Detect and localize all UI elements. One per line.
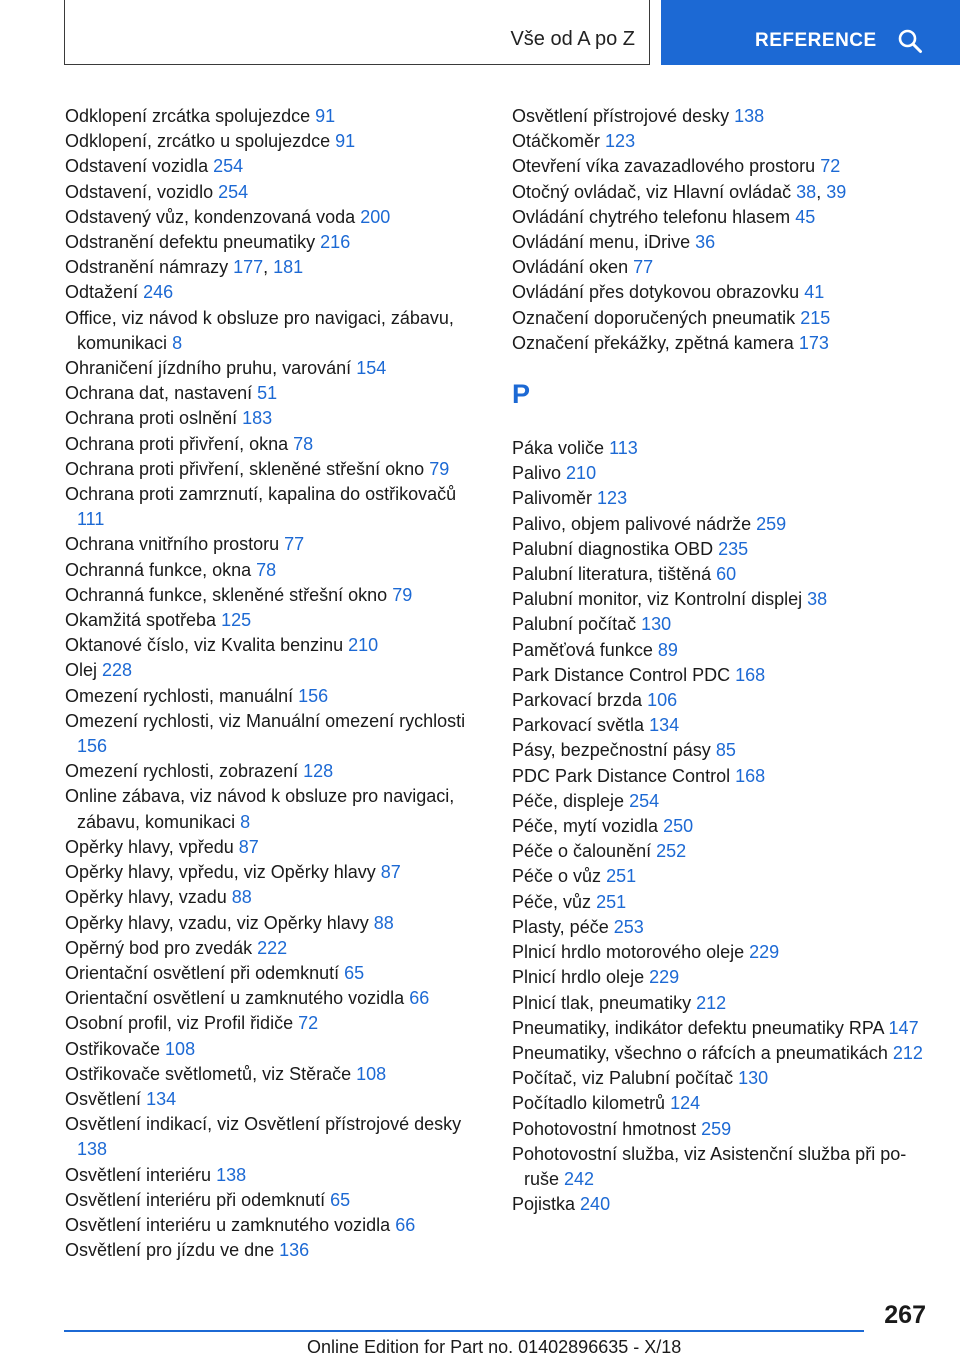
index-entry-text: PDC Park Distance Control: [512, 765, 731, 786]
reference-label: REFERENCE: [755, 30, 877, 51]
page-link[interactable]: 156: [298, 685, 329, 706]
index-entry: [65, 1062, 475, 1087]
index-entry-text: Odklopení, zrcátko u spolujezdce: [65, 131, 331, 152]
page-link[interactable]: 88: [373, 912, 394, 933]
index-entry-text: Palubní literatura, tištěná: [512, 564, 712, 585]
page-link[interactable]: 8: [240, 811, 251, 832]
page-link[interactable]: 183: [242, 408, 273, 429]
index-entry-text: Park Distance Control PDC: [512, 664, 731, 685]
index-entry-text: Označení překážky, zpětná kamera: [512, 332, 794, 353]
index-entry-text: Pohotovostní hmotnost: [512, 1118, 697, 1139]
index-entry: [512, 839, 932, 864]
page-link[interactable]: 113: [609, 438, 638, 459]
index-entry-text: Počítač, viz Palubní počítač: [512, 1068, 734, 1089]
page-link[interactable]: 51: [257, 383, 278, 404]
index-entry-text: Počítadlo kilometrů: [512, 1093, 666, 1114]
page-link[interactable]: 88: [231, 887, 252, 908]
index-entry-text: Omezení rychlosti, viz Manuální omezení rychlosti: [65, 710, 466, 731]
index-entry-text: Okamžitá spotřeba: [65, 610, 217, 631]
page-link[interactable]: 130: [641, 614, 672, 635]
page-link[interactable]: 242: [564, 1168, 595, 1189]
page-link[interactable]: 212: [892, 1042, 923, 1063]
page-link[interactable]: 156: [77, 736, 108, 757]
index-entry-text: Odtažení: [65, 282, 139, 303]
index-entry: Odstranění námrazy 177, 181: [65, 257, 304, 278]
index-entry: [512, 1117, 932, 1142]
index-entry-text: Omezení rychlosti, zobrazení: [65, 761, 299, 782]
page-link[interactable]: 216: [320, 232, 351, 253]
index-entry-text: Omezení rychlosti, manuální: [65, 685, 294, 706]
index-entry-text: Otočný ovládač, viz Hlavní ovládač: [512, 181, 792, 202]
page-link[interactable]: 125: [221, 610, 252, 631]
index-entry: [512, 436, 932, 461]
index-entry: [65, 230, 475, 255]
index-column-right: [512, 104, 932, 1217]
index-entry: [512, 814, 932, 839]
page-link[interactable]: 66: [409, 988, 430, 1009]
index-entry-text: Parkovací brzda: [512, 690, 643, 711]
index-entry-text: Označení doporučených pneumatik: [512, 307, 796, 328]
index-entry: [512, 587, 932, 612]
index-entry-text: Online zábava, viz návod k obsluze pro navigaci, zábavu, komunikaci: [65, 786, 455, 832]
index-entry-text: Palubní monitor, viz Kontrolní displej: [512, 589, 803, 610]
index-entry-text: Ostřikovače: [65, 1038, 161, 1059]
page-link[interactable]: 79: [392, 584, 413, 605]
index-entry-text: Otevření víka zavazadlového prostoru: [512, 156, 816, 177]
index-entry: [65, 1112, 475, 1162]
index-entry: [512, 280, 932, 305]
index-entry: [512, 104, 932, 129]
index-entry-text: Plnicí hrdlo oleje: [512, 967, 645, 988]
index-entry: [512, 789, 932, 814]
page-link[interactable]: 254: [629, 790, 660, 811]
index-entry: [512, 612, 932, 637]
page-link[interactable]: 89: [657, 639, 678, 660]
index-entry-text: Péče, vůz: [512, 891, 592, 912]
search-icon[interactable]: [897, 28, 923, 54]
page-link[interactable]: 38: [807, 589, 828, 610]
page-link[interactable]: 228: [102, 660, 133, 681]
index-entry-text: Pohotovostní služba, viz Asistenční služba při poruše: [512, 1143, 907, 1189]
index-entry: [65, 633, 475, 658]
index-entry: [65, 784, 475, 834]
index-entry: [65, 129, 475, 154]
index-entry-text: Osvětlení přístrojové desky: [512, 106, 730, 126]
index-entry: [65, 1087, 475, 1112]
index-entry: [65, 558, 475, 583]
index-entry-text: Palivo, objem palivové nádrže: [512, 513, 752, 534]
page-link[interactable]: 259: [701, 1118, 732, 1139]
page-link[interactable]: 128: [303, 761, 334, 782]
page-link[interactable]: 138: [216, 1164, 247, 1185]
index-entry: [65, 911, 475, 936]
index-entry-text: Osvětlení interiéru: [65, 1164, 212, 1185]
page-link[interactable]: 85: [715, 740, 736, 761]
page-link[interactable]: 72: [820, 156, 841, 177]
index-entry-text: Ovládání přes dotykovou obrazovku: [512, 282, 800, 303]
index-entry: [65, 205, 475, 230]
index-entry: [65, 432, 475, 457]
page-link[interactable]: 65: [330, 1189, 351, 1210]
index-entry: [512, 154, 932, 179]
index-entry-text: Odstavení, vozidlo: [65, 181, 214, 202]
page-link[interactable]: 123: [597, 488, 628, 509]
index-entry-text: Ovládání menu, iDrive: [512, 232, 691, 253]
index-entry-text: Ohraničení jízdního pruhu, varování: [65, 358, 352, 379]
index-entry-text: Palivo: [512, 463, 562, 484]
page-link[interactable]: 246: [143, 282, 174, 303]
index-entry-text: Plasty, péče: [512, 916, 609, 937]
index-entry-text: Office, viz návod k obsluze pro navigaci, zábavu, komunikaci: [65, 307, 454, 353]
index-entry-text: Pneumatiky, indikátor defektu pneumatiky RPA: [512, 1017, 884, 1038]
index-entry-text: Osvětlení interiéru u zamknutého vozidla: [65, 1214, 391, 1235]
page-link[interactable]: 200: [360, 206, 391, 227]
index-entry: [65, 885, 475, 910]
index-entry: [65, 306, 475, 356]
page-link[interactable]: 210: [566, 463, 597, 484]
page-link[interactable]: 77: [284, 534, 305, 555]
page-link[interactable]: 136: [279, 1240, 310, 1261]
page-link[interactable]: 66: [395, 1214, 416, 1235]
index-entry-text: Ovládání chytrého telefonu hlasem: [512, 206, 791, 227]
page-link[interactable]: 130: [738, 1068, 769, 1089]
index-entry: [512, 688, 932, 713]
index-entry-text: Plnicí hrdlo motorového oleje: [512, 942, 745, 963]
index-entry: [512, 331, 932, 356]
index-entry-text: Péče, mytí vozidla: [512, 816, 659, 837]
page-link[interactable]: 250: [663, 816, 694, 837]
index-entry-text: Ochrana vnitřního prostoru: [65, 534, 280, 555]
index-entry-text: Osvětlení indikací, viz Osvětlení přístrojové desky: [65, 1114, 462, 1135]
page-link[interactable]: 154: [356, 358, 387, 379]
section-letter: P: [512, 379, 531, 410]
index-entry: [65, 406, 475, 431]
index-entry: [65, 961, 475, 986]
index-entry: [512, 1192, 932, 1217]
index-entry: [65, 583, 475, 608]
index-entry: [512, 738, 932, 763]
index-entry: [512, 1016, 932, 1041]
page-number: 267: [884, 1301, 926, 1329]
page-link[interactable]: 254: [218, 181, 249, 202]
index-entry: [512, 764, 932, 789]
index-entry-text: Odstranění defektu pneumatiky: [65, 232, 316, 253]
header-section-box: [64, 0, 650, 65]
index-entry-text: Pneumatiky, všechno o ráfcích a pneumatikách: [512, 1042, 888, 1063]
index-entry-text: Orientační osvětlení u zamknutého vozidla: [65, 988, 405, 1009]
index-entry: [65, 482, 475, 532]
index-entry-text: Osobní profil, viz Profil řidiče: [65, 1013, 294, 1034]
index-entry: [65, 936, 475, 961]
page-link[interactable]: 259: [756, 513, 787, 534]
index-entry: [65, 658, 475, 683]
index-entry-text: Ostřikovače světlometů, viz Stěrače: [65, 1063, 352, 1084]
reference-tab[interactable]: [661, 0, 960, 65]
page-link[interactable]: 252: [656, 841, 687, 862]
index-entry-text: Ochrana proti oslnění: [65, 408, 238, 429]
index-entry: [65, 759, 475, 784]
page-link[interactable]: 124: [670, 1093, 701, 1114]
index-entry: [65, 986, 475, 1011]
index-entry: [512, 306, 932, 331]
index-entry-text: Odstranění námrazy: [65, 257, 229, 278]
index-entry-text: Opěrky hlavy, vpředu, viz Opěrky hlavy: [65, 862, 376, 883]
page-link[interactable]: 147: [888, 1017, 919, 1038]
index-entry: [512, 1041, 932, 1066]
page-link[interactable]: 138: [77, 1139, 108, 1160]
page-link[interactable]: 38: [796, 181, 817, 202]
index-entry: [65, 1163, 475, 1188]
index-entry-text: Péče o čalounění: [512, 841, 652, 862]
edition-text: Online Edition for Part no. 01402896635 - X/18: [307, 1337, 682, 1357]
page-link[interactable]: 181: [273, 257, 304, 278]
index-entry: [65, 180, 475, 205]
index-entry: [512, 864, 932, 889]
index-entry: [512, 562, 932, 587]
page-link[interactable]: 251: [596, 891, 627, 912]
page-link[interactable]: 45: [795, 206, 816, 227]
index-entry: [512, 890, 932, 915]
page-link[interactable]: 229: [649, 967, 680, 988]
index-entry-text: Ochranná funkce, okna: [65, 559, 252, 580]
page-link[interactable]: 222: [257, 937, 288, 958]
section-title: Vše od A po Z: [510, 28, 635, 50]
page-link[interactable]: 212: [696, 992, 727, 1013]
index-entry-text: Ochrana proti přivření, okna: [65, 433, 289, 454]
index-entry-text: Palubní počítač: [512, 614, 637, 635]
index-entry: [65, 709, 475, 759]
index-entry: [65, 608, 475, 633]
index-column-left: [65, 104, 475, 1263]
page-link[interactable]: 251: [606, 866, 637, 887]
page-link[interactable]: 77: [633, 257, 654, 278]
index-entry: [512, 1142, 932, 1192]
page-link[interactable]: 254: [213, 156, 244, 177]
page-link[interactable]: 41: [804, 282, 825, 303]
page-link[interactable]: 229: [749, 942, 780, 963]
page-link[interactable]: 8: [172, 332, 183, 353]
index-entry: [512, 512, 932, 537]
index-entry-text: Ovládání oken: [512, 257, 629, 278]
index-entry: [65, 860, 475, 885]
index-entry: [65, 1213, 475, 1238]
page-link[interactable]: 235: [718, 538, 749, 559]
index-entry-text: Odstavený vůz, kondenzovaná voda: [65, 206, 356, 227]
index-entry-text: Orientační osvětlení při odemknutí: [65, 962, 340, 983]
page-link[interactable]: 87: [380, 862, 401, 883]
index-entry-text: Péče o vůz: [512, 866, 602, 887]
index-entry-text: Péče, displeje: [512, 790, 625, 811]
page-link[interactable]: 240: [580, 1194, 611, 1215]
index-entry-text: Ochrana proti přivření, skleněné střešní okno: [65, 458, 425, 479]
page-link[interactable]: 215: [800, 307, 831, 328]
index-entry: [512, 940, 932, 965]
page-link[interactable]: 108: [356, 1063, 387, 1084]
index-entry: [512, 129, 932, 154]
index-entry: [512, 1091, 932, 1116]
page-link[interactable]: 60: [716, 564, 737, 585]
index-entry: [512, 915, 932, 940]
page-link[interactable]: 106: [647, 690, 678, 711]
index-entry: [512, 255, 932, 280]
index-entry-text: Olej: [65, 660, 98, 681]
page-link[interactable]: 134: [146, 1088, 177, 1109]
page-link[interactable]: 72: [298, 1013, 319, 1034]
index-entry: Otočný ovládač, viz Hlavní ovládač 38, 39: [512, 181, 847, 202]
page-link[interactable]: 78: [256, 559, 277, 580]
index-entry: [512, 663, 932, 688]
index-entry-text: Opěrky hlavy, vzadu: [65, 887, 227, 908]
page-link[interactable]: 91: [315, 106, 336, 126]
page-link[interactable]: 108: [165, 1038, 196, 1059]
page-link[interactable]: 138: [734, 106, 765, 126]
page-link[interactable]: 210: [348, 635, 379, 656]
index-entry-text: Opěrky hlavy, vpředu: [65, 836, 234, 857]
index-entry: [65, 1011, 475, 1036]
index-entry: [512, 461, 932, 486]
index-entry: [512, 1066, 932, 1091]
index-entry: [65, 104, 475, 129]
index-entry-text: Paměťová funkce: [512, 639, 653, 660]
index-entry: [512, 638, 932, 663]
index-entry: [65, 532, 475, 557]
index-entry-text: Opěrný bod pro zvedák: [65, 937, 253, 958]
index-entry-text: Palivoměr: [512, 488, 593, 509]
page-link[interactable]: 87: [238, 836, 259, 857]
index-entry: [65, 1238, 475, 1263]
index-entry: [512, 713, 932, 738]
index-entry-text: Osvětlení pro jízdu ve dne: [65, 1240, 275, 1261]
index-entry-text: Pásy, bezpečnostní pásy: [512, 740, 711, 761]
page-link[interactable]: 39: [826, 181, 847, 202]
index-entry-text: Ochrana proti zamrznutí, kapalina do ostřikovačů: [65, 484, 457, 505]
page-link[interactable]: 253: [613, 916, 644, 937]
index-entry-text: Osvětlení: [65, 1088, 142, 1109]
index-entry-text: Palubní diagnostika OBD: [512, 538, 714, 559]
index-entry-text: Opěrky hlavy, vzadu, viz Opěrky hlavy: [65, 912, 369, 933]
page-link[interactable]: 168: [735, 765, 766, 786]
index-entry: [65, 356, 475, 381]
index-entry-text: Pojistka: [512, 1194, 576, 1215]
footer-divider: [64, 1330, 864, 1332]
index-entry-text: Odstavení vozidla: [65, 156, 209, 177]
index-entry: [65, 381, 475, 406]
index-entry: [512, 230, 932, 255]
page-link[interactable]: 134: [649, 715, 680, 736]
index-entry-text: Osvětlení interiéru při odemknutí: [65, 1189, 326, 1210]
index-entry-text: Páka voliče: [512, 438, 605, 459]
index-entry: [65, 684, 475, 709]
index-entry: [65, 1037, 475, 1062]
index-entry: [65, 457, 475, 482]
index-entry: [65, 835, 475, 860]
index-entry-text: Plnicí tlak, pneumatiky: [512, 992, 692, 1013]
index-entry-text: Ochrana dat, nastavení: [65, 383, 253, 404]
index-entry: [65, 154, 475, 179]
page-link[interactable]: 36: [695, 232, 716, 253]
index-entry: [512, 965, 932, 990]
page-link[interactable]: 123: [605, 131, 636, 152]
index-entry: [512, 486, 932, 511]
index-entry: [65, 1188, 475, 1213]
index-entry-text: Ochranná funkce, skleněné střešní okno: [65, 584, 388, 605]
page-link[interactable]: 91: [335, 131, 356, 152]
page-link[interactable]: 177: [233, 257, 264, 278]
index-entry-text: Otáčkoměr: [512, 131, 601, 152]
page-link[interactable]: 173: [798, 332, 829, 353]
index-entry: [65, 280, 475, 305]
index-entry: [512, 537, 932, 562]
page-link[interactable]: 111: [77, 509, 105, 530]
index-entry: [512, 205, 932, 230]
page-link[interactable]: 79: [429, 458, 450, 479]
index-entry-text: Odklopení zrcátka spolujezdce: [65, 106, 311, 126]
page-link[interactable]: 65: [344, 962, 365, 983]
index-entry-text: Oktanové číslo, viz Kvalita benzinu: [65, 635, 344, 656]
page-link[interactable]: 78: [293, 433, 314, 454]
index-entry: [512, 991, 932, 1016]
index-entry-text: Parkovací světla: [512, 715, 645, 736]
page-link[interactable]: 168: [735, 664, 766, 685]
